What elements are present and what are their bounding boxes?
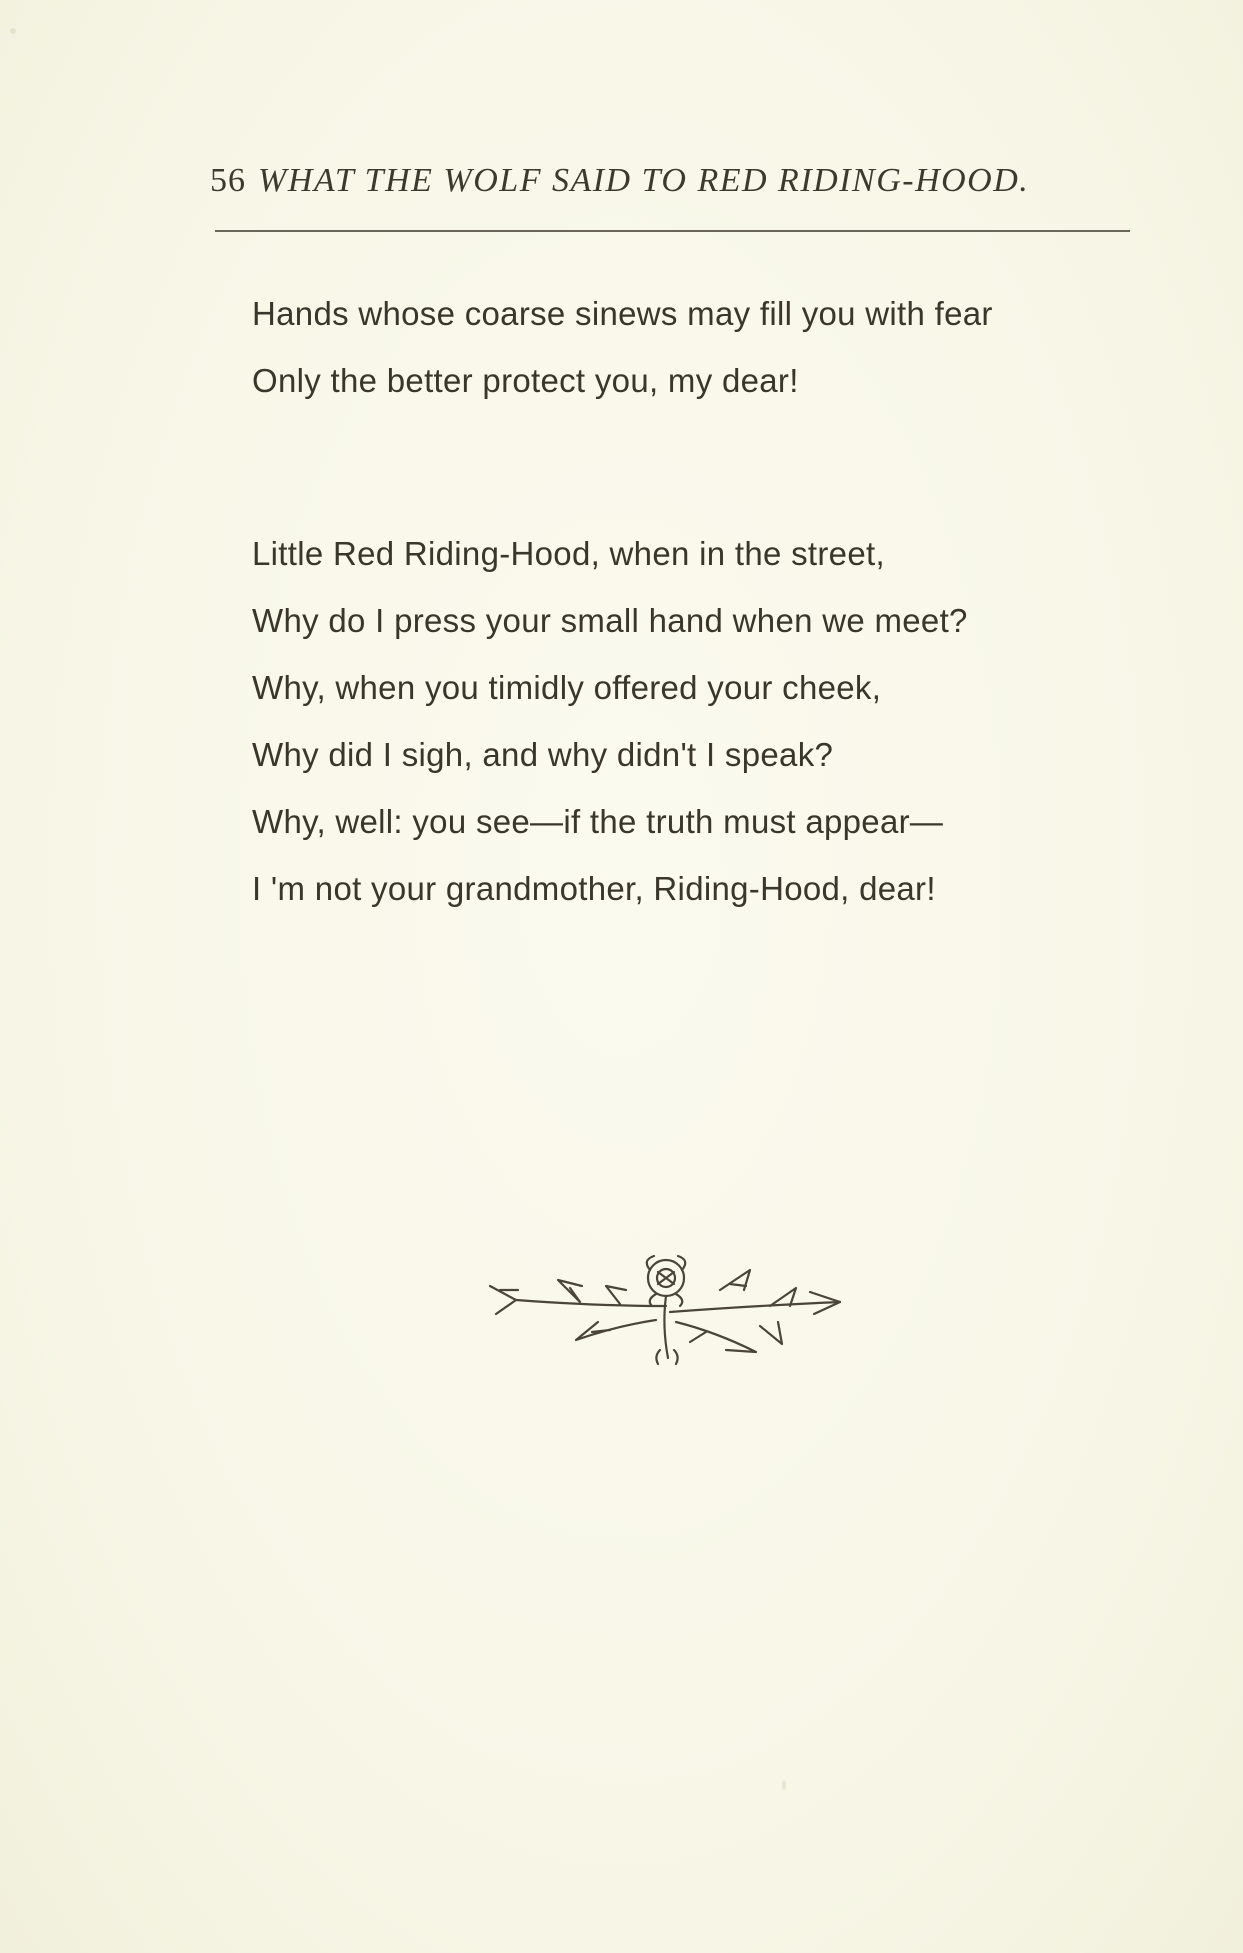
page-number: 56 <box>210 162 246 199</box>
floral-tailpiece-icon <box>470 1250 860 1370</box>
running-head <box>210 160 1130 200</box>
running-head-title: WHAT THE WOLF SAID TO RED RIDING-HOOD. <box>258 162 1030 199</box>
header-rule <box>215 230 1130 232</box>
poem-line: Why, well: you see—if the truth must appear— <box>252 803 944 840</box>
stanza-2 <box>252 520 968 922</box>
poem-line: Why did I sigh, and why didn't I speak? <box>252 736 834 773</box>
paper-speck <box>782 1780 786 1790</box>
poem-line: Why do I press your small hand when we meet? <box>252 602 968 639</box>
paper-speck <box>10 28 16 34</box>
poem-line: Hands whose coarse sinews may fill you with fear <box>252 295 993 332</box>
poem-line: Little Red Riding-Hood, when in the street, <box>252 535 885 572</box>
poem-line: I 'm not your grandmother, Riding-Hood, dear! <box>252 870 936 907</box>
poem-line: Only the better protect you, my dear! <box>252 362 799 399</box>
stanza-1 <box>252 280 993 414</box>
poem-line: Why, when you timidly offered your cheek, <box>252 669 882 706</box>
